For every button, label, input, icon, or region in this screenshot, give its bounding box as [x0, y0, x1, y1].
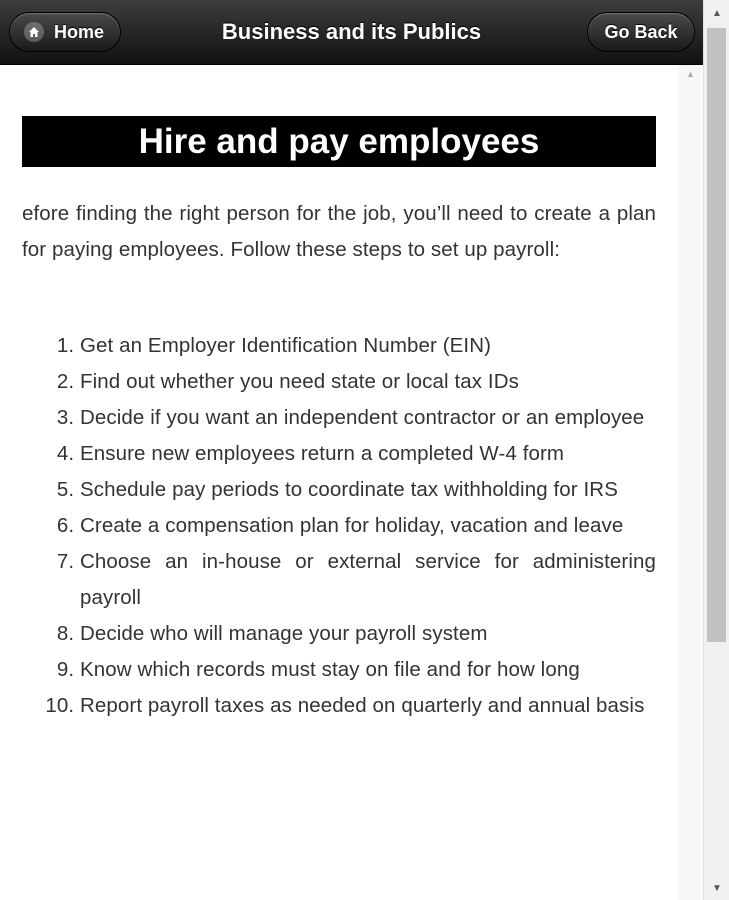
steps-list — [22, 328, 656, 724]
list-item: 6. Create a compensation plan for holiday, vacation and leave — [80, 508, 656, 544]
arrow-up-icon[interactable]: ▲ — [686, 69, 695, 79]
list-item: 8. Decide who will manage your payroll system — [80, 616, 656, 652]
header-bar — [0, 0, 703, 65]
list-item: 10. Report payroll taxes as needed on quarterly and annual basis — [80, 688, 656, 724]
list-item: 2. Find out whether you need state or local tax IDs — [80, 364, 656, 400]
arrow-up-icon[interactable]: ▲ — [712, 8, 722, 19]
list-item: 3. Decide if you want an independent contractor or an employee — [80, 400, 656, 436]
list-item: 7. Choose an in-house or external service for administering payroll — [80, 544, 656, 616]
list-item: 1. Get an Employer Identification Number (EIN) — [80, 328, 656, 364]
inner-scroll-track[interactable] — [678, 65, 703, 900]
page-scrollbar[interactable] — [703, 0, 729, 900]
home-label: Home — [54, 22, 105, 42]
home-button[interactable] — [9, 12, 121, 52]
home-icon — [24, 22, 44, 42]
arrow-down-icon[interactable]: ▼ — [712, 883, 722, 894]
list-item: 4. Ensure new employees return a completed W-4 form — [80, 436, 656, 472]
page-title: Business and its Publics — [221, 19, 482, 44]
list-item: 9. Know which records must stay on file and for how long — [80, 652, 656, 688]
main-content — [0, 65, 678, 900]
section-heading: Hire and pay employees — [22, 116, 656, 167]
intro-paragraph: efore finding the right person for the job, you’ll need to create a plan for paying employees. Follow these steps to set up payroll: — [22, 202, 656, 261]
list-item: 5. Schedule pay periods to coordinate tax withholding for IRS — [80, 472, 656, 508]
go-back-button[interactable]: Go Back — [587, 12, 695, 52]
scrollbar-thumb[interactable] — [707, 28, 726, 642]
